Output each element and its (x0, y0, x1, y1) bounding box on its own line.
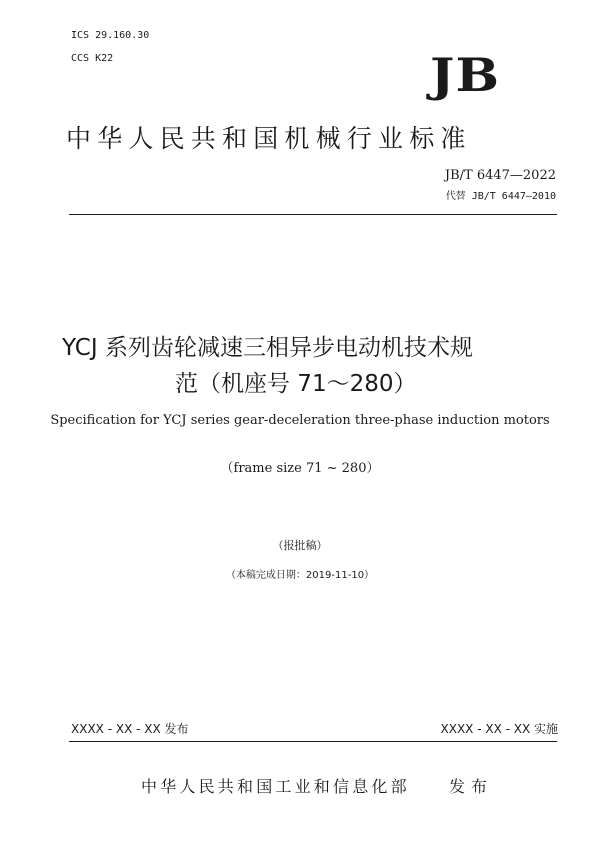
draft-completion-date: （本稿完成日期：2019-11-10） (225, 570, 375, 581)
document-title-cn-line2: 范（机座号 71～280） (175, 371, 417, 397)
publish-label: 发布 (449, 777, 494, 796)
ccs-code: CCS K22 (71, 53, 114, 64)
implementation-date: XXXX - XX - XX 实施 (440, 722, 558, 736)
draft-status: （报批稿） (272, 539, 328, 552)
document-title-en-line1: Specification for YCJ series gear-deceleration three-phase induction motors (50, 413, 550, 428)
ics-code: ICS 29.160.30 (71, 30, 150, 41)
replaces-note: 代替 JB/T 6447—2010 (445, 191, 556, 202)
jb-logo: JB (430, 48, 501, 102)
bottom-divider (69, 741, 557, 742)
document-title-en-line2: （frame size 71 ~ 280） (220, 461, 380, 476)
issue-date: XXXX - XX - XX 发布 (71, 722, 189, 736)
standard-title: 中华人民共和国机械行业标准 (66, 124, 472, 153)
top-divider (69, 214, 557, 215)
document-title-cn-line1: YCJ 系列齿轮减速三相异步电动机技术规 (62, 335, 473, 361)
issuing-authority: 中华人民共和国工业和信息化部 (141, 777, 410, 796)
standard-number: JB/T 6447—2022 (444, 168, 556, 183)
